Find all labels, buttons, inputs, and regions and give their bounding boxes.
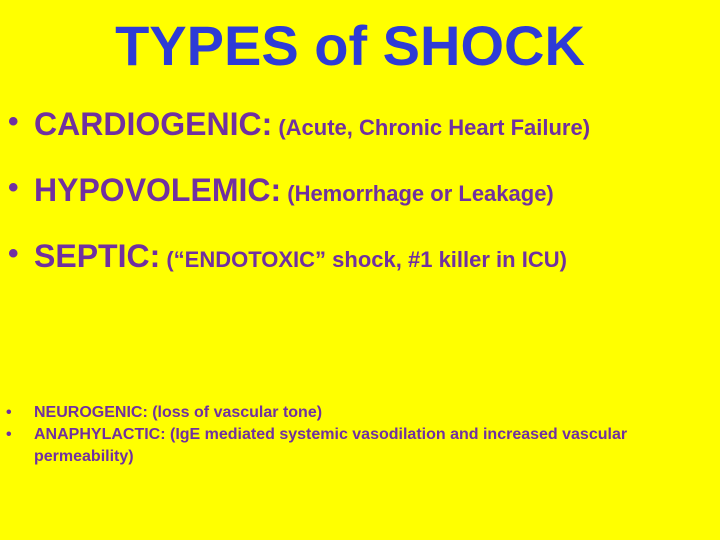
type-name: SEPTIC bbox=[34, 238, 150, 274]
list-item-septic bbox=[0, 232, 720, 284]
bullet: • bbox=[6, 404, 12, 421]
slide-title: TYPES of SHOCK bbox=[115, 14, 585, 77]
list-item-cardiogenic bbox=[0, 100, 720, 152]
item-text: ANAPHYLACTIC: (IgE mediated systemic vasodilation and increased vascular permeability) bbox=[34, 426, 628, 465]
list-item-anaphylactic bbox=[0, 424, 694, 468]
type-detail: (Hemorrhage or Leakage) bbox=[281, 181, 554, 206]
list-item-hypovolemic bbox=[0, 166, 720, 218]
separator: : bbox=[270, 172, 282, 208]
major-types-list bbox=[0, 100, 720, 298]
type-name: CARDIOGENIC bbox=[34, 106, 262, 142]
minor-types-list bbox=[0, 402, 720, 468]
separator: : bbox=[261, 106, 273, 142]
bullet: • bbox=[6, 426, 12, 443]
separator: : bbox=[149, 238, 161, 274]
type-detail: (“ENDOTOXIC” shock, #1 killer in ICU) bbox=[160, 247, 567, 272]
bullet: • bbox=[8, 237, 19, 270]
type-detail: (Acute, Chronic Heart Failure) bbox=[272, 115, 591, 140]
bullet: • bbox=[8, 171, 19, 204]
type-name: HYPOVOLEMIC bbox=[34, 172, 271, 208]
bullet: • bbox=[8, 105, 19, 138]
list-item-neurogenic bbox=[0, 402, 694, 424]
item-text: NEUROGENIC: (loss of vascular tone) bbox=[34, 404, 323, 421]
